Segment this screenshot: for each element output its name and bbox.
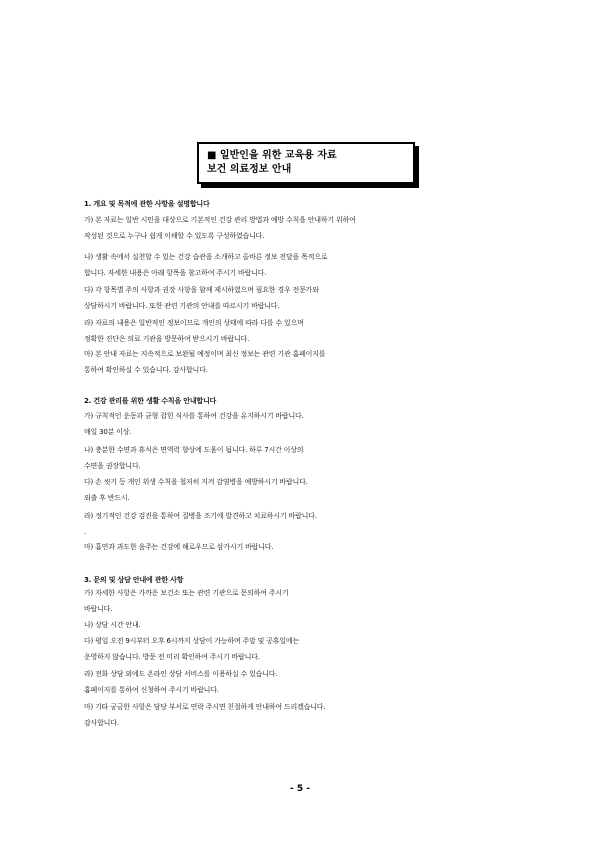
section-1-paragraph-3 (84, 283, 514, 314)
section-3-paragraph-3 (84, 634, 514, 665)
text-line: 홈페이지를 통하여 신청하여 주시기 바랍니다. (84, 685, 219, 694)
title-line-2: 보건 의료정보 안내 (207, 164, 292, 175)
section-2-paragraph-1 (84, 409, 514, 440)
text-line: 수면을 권장합니다. (84, 461, 141, 470)
text-line: 나) 충분한 수면과 휴식은 면역력 향상에 도움이 됩니다. 하루 7시간 이상의 (84, 446, 304, 454)
text-line: 합니다. 자세한 내용은 아래 항목을 참고하여 주시기 바랍니다. (84, 268, 267, 277)
section-2-paragraph-2 (84, 443, 514, 474)
section-2-heading: 2. 건강 관리를 위한 생활 수칙을 안내합니다 (84, 397, 217, 405)
text-line: 마) 본 안내 자료는 지속적으로 보완될 예정이며 최신 정보는 관련 기관 홈페이지를 (84, 350, 326, 358)
text-line: 정확한 진단은 의료 기관을 방문하여 받으시기 바랍니다. (84, 334, 250, 343)
text-line: . (84, 527, 87, 536)
section-1-paragraph-2 (84, 250, 514, 281)
section-2-paragraph-4 (84, 509, 514, 540)
title-box (197, 142, 415, 184)
page-number: - 5 - (290, 784, 310, 794)
text-line: 마) 기타 궁금한 사항은 담당 부서로 연락 주시면 친절하게 안내하여 드리겠습니다. (84, 703, 326, 711)
text-line: 라) 자료의 내용은 일반적인 정보이므로 개인의 상태에 따라 다를 수 있으며 (84, 319, 304, 327)
text-line: 통하여 확인하실 수 있습니다. 감사합니다. (84, 365, 208, 374)
section-3-paragraph-1 (84, 586, 514, 617)
text-line: 다) 손 씻기 등 개인 위생 수칙을 철저히 지켜 감염병을 예방하시기 바랍니다. (84, 478, 308, 486)
text-line: 감사합니다. (84, 718, 119, 727)
text-line: 가) 자세한 사항은 가까운 보건소 또는 관련 기관으로 문의하여 주시기 (84, 589, 289, 597)
text-line: 외출 후 반드시. (84, 493, 130, 502)
text-line: 다) 평일 오전 9시부터 오후 6시까지 상담이 가능하며 주말 및 공휴일에는 (84, 637, 300, 645)
text-line: 운영하지 않습니다. 방문 전 미리 확인하여 주시기 바랍니다. (84, 652, 260, 661)
text-line: 라) 정기적인 건강 검진을 통하여 질병을 조기에 발견하고 치료하시기 바랍니다. (84, 512, 317, 520)
text-line: 라) 전화 상담 외에도 온라인 상담 서비스를 이용하실 수 있습니다. (84, 670, 278, 678)
section-3-paragraph-4 (84, 667, 514, 698)
title-line-1: ■ 일반인을 위한 교육용 자료 (207, 150, 337, 161)
text-line: 가) 규칙적인 운동과 균형 잡힌 식사를 통하여 건강을 유지하시기 바랍니다. (84, 412, 304, 420)
section-1-paragraph-5 (84, 347, 514, 378)
text-line: 작성된 것으로 누구나 쉽게 이해할 수 있도록 구성하였습니다. (84, 231, 265, 240)
text-line: 바랍니다. (84, 604, 113, 613)
text-line: 매일 30분 이상. (84, 427, 132, 436)
text-line: 나) 생활 속에서 실천할 수 있는 건강 습관을 소개하고 올바른 정보 전달을 목적으로 (84, 253, 328, 261)
text-line: 가) 본 자료는 일반 시민을 대상으로 기본적인 건강 관리 방법과 예방 수칙을 안내하기 위하여 (84, 216, 356, 224)
section-1-paragraph-4 (84, 316, 514, 347)
text-line: 나) 상담 시간 안내. (84, 621, 141, 629)
section-3-paragraph-5 (84, 700, 514, 731)
text-line: 다) 각 항목별 주의 사항과 권장 사항을 함께 제시하였으며 필요한 경우 전문가와 (84, 286, 319, 294)
text-line: 마) 흡연과 과도한 음주는 건강에 해로우므로 삼가시기 바랍니다. (84, 543, 274, 551)
section-1-paragraph-1 (84, 213, 514, 244)
section-2-paragraph-3 (84, 475, 514, 506)
section-3-heading: 3. 문의 및 상담 안내에 관한 사항 (84, 576, 184, 584)
section-3-paragraph-2 (84, 618, 514, 634)
section-2-paragraph-5 (84, 540, 514, 556)
text-line: 상담하시기 바랍니다. 또한 관련 기관의 안내를 따르시기 바랍니다. (84, 301, 280, 310)
section-1-heading: 1. 개요 및 목적에 관한 사항을 설명합니다 (84, 200, 210, 208)
